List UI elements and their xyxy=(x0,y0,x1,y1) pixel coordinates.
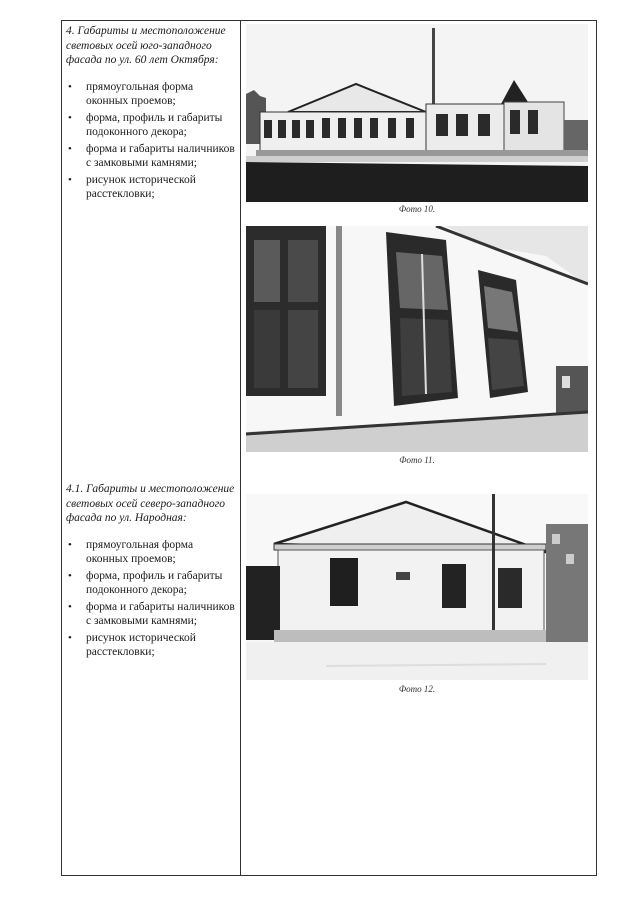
list-item xyxy=(66,538,236,567)
photo-10-building-street-view xyxy=(246,24,588,202)
list-item xyxy=(66,80,236,109)
list-item xyxy=(66,111,236,140)
section-northwest-facade xyxy=(66,482,236,662)
column-divider xyxy=(240,20,241,876)
bullet-icon: • xyxy=(68,538,72,551)
list-item xyxy=(66,631,236,660)
photo-12-gabled-house xyxy=(246,494,588,680)
photo-caption: Фото 11. xyxy=(399,455,435,465)
list-item xyxy=(66,569,236,598)
bullet-icon: • xyxy=(68,173,72,186)
list-item xyxy=(66,173,236,202)
bullet-icon: • xyxy=(68,142,72,155)
photo-11-window-closeup xyxy=(246,226,588,452)
photo-caption: Фото 10. xyxy=(398,204,436,214)
photo-caption: Фото 12. xyxy=(398,684,436,694)
property-list xyxy=(66,80,236,202)
list-item-text: прямоугольная форма оконных проемов; xyxy=(86,80,194,107)
bullet-icon: • xyxy=(68,80,72,93)
list-item-text: прямоугольная форма оконных проемов; xyxy=(86,538,194,565)
property-list xyxy=(66,538,236,660)
list-item-text: форма, профиль и габариты подоконного декора; xyxy=(86,111,223,138)
list-item-text: рисунок исторической расстекловки; xyxy=(86,631,196,658)
list-item xyxy=(66,600,236,629)
list-item xyxy=(66,142,236,171)
list-item-text: форма и габариты наличников с замковыми камнями; xyxy=(86,600,235,627)
bullet-icon: • xyxy=(68,111,72,124)
section-southwest-facade xyxy=(66,24,236,204)
section-heading: 4.1. Габариты и местоположение световых осей северо-западного фасада по ул. Народная: xyxy=(66,483,235,524)
list-item-text: рисунок исторической расстекловки; xyxy=(86,173,196,200)
bullet-icon: • xyxy=(68,631,72,644)
bullet-icon: • xyxy=(68,600,72,613)
bullet-icon: • xyxy=(68,569,72,582)
list-item-text: форма, профиль и габариты подоконного декора; xyxy=(86,569,223,596)
list-item-text: форма и габариты наличников с замковыми камнями; xyxy=(86,142,235,169)
section-heading: 4. Габариты и местоположение световых осей юго-западного фасада по ул. 60 лет Октября: xyxy=(66,25,226,66)
